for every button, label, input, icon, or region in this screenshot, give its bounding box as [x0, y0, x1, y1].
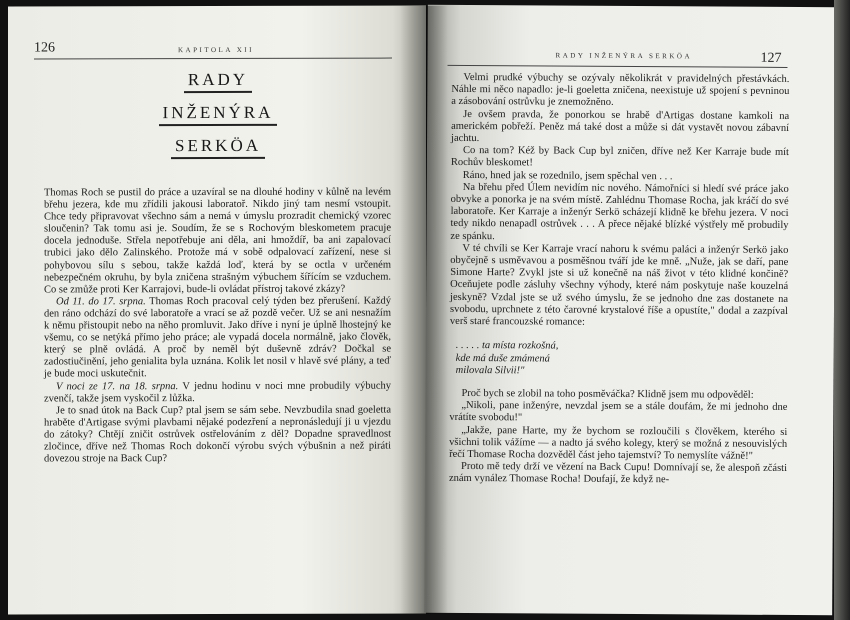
chapter-title-line-1: RADY: [184, 69, 252, 93]
paragraph: Od 11. do 17. srpna. Thomas Roch pracoval celý týden bez přerušení. Každý den ráno odchází do své laboratoře a vrací se až pozdě večer. Už se ani nesnažím k němu přistoupit nebo na něho promluvit. Jako dříve i nyní je úplně lhostejný ke všemu, co se netýká přímo jeho práce; ale vypadá docela normálně, jako člověk, který se plně ovládá. A proč by neměl být duševně zdráv? Dočkal se zadostiučinění, jeho genialita byla uznána. Kolik let nosil v hlavě své plány, a teď je bude moci uskutečnit.: [44, 295, 391, 380]
chapter-title-line-3: SERKÖA: [171, 135, 265, 159]
running-head-right: RADY INŽENÝRA SERKÖA: [555, 51, 693, 61]
chapter-title-line-2: INŽENÝRA: [159, 102, 278, 126]
paragraph: Je ovšem pravda, že ponorkou se hrabě d'Artigas dostane kamkoli na americkém pobřeží. Peněz má také dost a může si dát vystavět novou zábavní jachtu.: [451, 108, 790, 145]
paragraph: V noci ze 17. na 18. srpna. V jednu hodinu v noci mne probudily výbuchy zvenčí, takže jsem vyskočil z lůžka.: [44, 380, 391, 405]
poem-line: milovala Silvii!": [455, 365, 525, 377]
page-number-right: 127: [760, 50, 782, 66]
paragraph: Ráno, hned jak se rozednilo, jsem spěchal ven . . .: [462, 169, 673, 182]
paragraph: Co na tom? Kéž by Back Cup byl zničen, dříve než Ker Karraje bude mít Rochův bleskomet!: [450, 145, 789, 169]
right-body-text: [449, 72, 790, 488]
chapter-title: [158, 69, 278, 168]
diary-date: Od 11. do 17. srpna.: [56, 296, 146, 308]
paragraph: V té chvíli se Ker Karraje vrací nahoru k svému paláci a inženýr Serkö jako obyčejně s usměvavou a posměšnou tváří jde ke mně. „Nuže, jak se daří, pane Simone Harte? Zvykl jste si už konečně na náš život v této klidné končině? Oceňujete podle zásluhy všechny výhody, které nám poskytuje naše kouzelná jeskyně? Vzdal jste se už svého úmyslu, že se jednoho dne zas dostanete na svobodu, uprchnete z této čarovné krystalové říše a opustíte," dodal a zazpíval verš staré francouzské romance:: [449, 242, 789, 328]
poem-line: kde má duše zmámená: [455, 352, 550, 365]
poem-verse: [456, 340, 788, 380]
poem-line: . . . . . ta místa rozkošná,: [455, 340, 559, 352]
paragraph: Proto mě tedy drží ve vězení na Back Cupu! Domnívají se, že alespoň zčásti znám vynález Thomase Rocha! Doufají, že když ne-: [448, 461, 788, 486]
left-body-text: [44, 187, 391, 466]
paragraph: Je to snad útok na Back Cup? ptal jsem se sám sebe. Nevzbudila snad goeletta hraběte d'Artigase svými plavbami nějaké podezření a nepronásledují ji u vjezdu do zátoky? Chtějí zničit ostrůvek ostřelováním z děl? Dopadne spravedlnost zločince, dříve než Thomas Roch dokončí výrobu svých výbušnin a než piráti dovezou stroje na Back Cup?: [44, 404, 391, 465]
header-rule-left: [34, 58, 392, 60]
paragraph: Velmi prudké výbuchy se ozývaly několikrát v pravidelných přestávkách. Náhle mi něco napadlo: je-li goeletta zničena, neexistuje už spojení s pevninou a zásobování ostrůvku je znemožněno.: [451, 71, 790, 109]
right-page: [424, 5, 836, 615]
diary-date: V noci ze 17. na 18. srpna.: [56, 380, 179, 392]
page-number-left: 126: [34, 40, 55, 56]
paragraph: „Nikoli, pane inženýre, nevzdal jsem se a stále doufám, že mi jednoho dne vrátíte svobodu!": [449, 400, 788, 424]
paragraph: Thomas Roch se pustil do práce a uzavíral se na dlouhé hodiny v kůlně na levém břehu jezera, kde mu zřídili jakousi laboratoř. Nikdo jiný tam nesmí vstoupit. Chce tedy připravovat všechno sám a nemá v úmyslu prozradit chemický vzorec sloučenin? Tak tomu asi je. Soudím, že se s Rochovým bleskometem pracuje docela jednoduše. Střela nepotřebuje ani děla, ani hmoždíř, ba ani zapalovací trubici jako dělo Zalinského. Protože má v sobě odpalovací zařízení, nese si pohybovou sílu s sebou, takže každá loď, která by se octla v určeném nebezpečném okruhu, by byla zničena strašným výbuchem šířícím se vzduchem. Co se zmůže proti Ker Karrajovi, bude-li ovládat přístroj takové zkázy?: [44, 186, 391, 296]
header-rule-right: [447, 65, 787, 68]
paragraph: Proč bych se zlobil na toho posměváčka? Klidně jsem mu odpověděl:: [461, 388, 754, 401]
running-head-left: KAPITOLA XII: [178, 45, 254, 55]
page-edge: [834, 0, 850, 620]
paragraph: „Jakže, pane Harte, my že bychom se rozloučili s člověkem, kterého si všichni tolik vážíme — a nadto já svého kolegy, který se možná z nesouvislých řečí Thomase Rocha dozvěděl část jeho tajemství? To nemyslíte vážně!": [449, 424, 788, 462]
paragraph: Na břehu před Úlem nevidím nic nového. Námořníci si hledí své práce jako obvyke a ponorka je na svém místě. Zahlédnu Thomase Rocha, jak kráčí do své laboratoře. Ker Karraje a inženýr Serkö scházejí klidně ke břehu jezera. V noci tedy nikdo nenapadl ostrůvek . . . A přece nějaké blízké výstřely mě probudily ze spánku.: [450, 181, 789, 242]
left-page: [8, 5, 426, 614]
